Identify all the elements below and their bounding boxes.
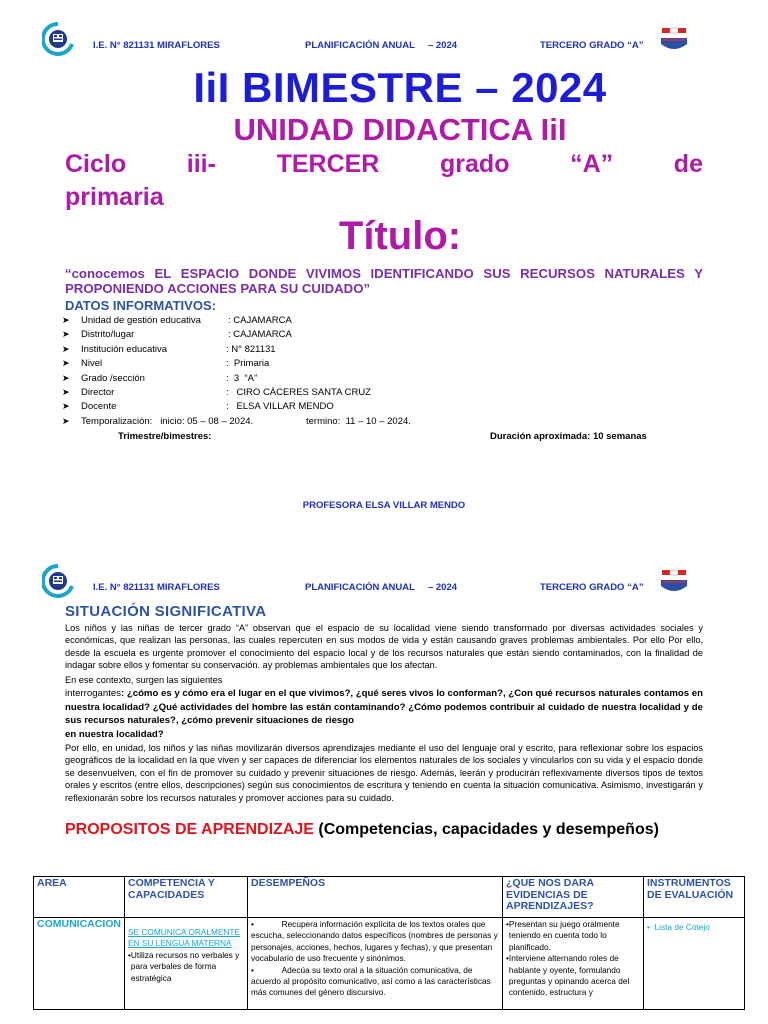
- arrow-bullet-icon: ➤: [62, 401, 70, 412]
- list-item: ➤ Institución educativa : N° 821131: [62, 343, 276, 355]
- col-header-competencia: COMPETENCIA Y CAPACIDADES: [125, 877, 248, 918]
- plan-title: PLANIFICACIÓN ANUAL – 2024: [305, 40, 458, 51]
- situacion-paragraph-4: en nuestra localidad?: [65, 729, 164, 740]
- bimestre-title: IiI BIMESTRE – 2024: [193, 64, 607, 111]
- situacion-heading: SITUACIÓN SIGNIFICATIVA: [65, 603, 267, 620]
- arrow-bullet-icon: ➤: [62, 358, 70, 369]
- bullet-icon: •: [251, 964, 282, 975]
- desempenos-cell: [248, 918, 503, 1010]
- flag-emblem-icon: [658, 566, 690, 598]
- table-header-row: [34, 877, 745, 918]
- bullet-icon: •: [506, 953, 509, 964]
- list-item: • Recupera información explícita de los textos orales que escucha, seleccionando datos específicos (nombres de personas y personajes, acciones, hechos, lugares y fechas), y que presentan vocabulario de uso frecuente y sinónimos.: [251, 919, 498, 964]
- datos-list: [62, 315, 662, 430]
- grade-label: TERCERO GRADO “A”: [540, 582, 644, 593]
- instrumentos-cell: [644, 918, 745, 1010]
- bullet-icon: •: [128, 949, 131, 960]
- arrow-bullet-icon: ➤: [62, 372, 70, 383]
- propositos-table: [33, 876, 745, 1010]
- bullet-icon: •: [506, 919, 509, 929]
- list-item: ➤ Docente : ELSA VILLAR MENDO: [62, 401, 334, 413]
- list-item: ➤ Distrito/lugar : CAJAMARCA: [62, 329, 292, 341]
- list-item: ➤ Nivel : Primaria: [62, 358, 270, 370]
- evidencias-cell: [503, 918, 644, 1010]
- grade-label: TERCERO GRADO “A”: [540, 40, 644, 51]
- situacion-paragraph-1: Los niños y las niñas de tercer grado “A” observan que el espacio de su localidad viene siendo transformado por diversas actividades sociales y económicas, que realizan las personas, las cuales repercuten en sus modos de vida y están causando graves problemas ambientales. Por ello Por ello, desde la escuela es urgente promover el conocimiento del espacio local y de los recursos naturales que están siendo contaminados, con la finalidad de indagar sobre ellos y fomentar su conservación. ay problemas ambientales que los afectan.: [65, 623, 703, 671]
- plan-title: PLANIFICACIÓN ANUAL – 2024: [305, 582, 458, 593]
- list-item: • Utiliza recursos no verbales y para verbales de forma estratégica: [128, 949, 240, 983]
- list-item: • Presentan su juego oralmente teniendo en cuenta todo lo planificado.: [506, 919, 620, 952]
- ciclo-line-1: Ciclo iii- TERCER grado “A” de: [65, 150, 703, 178]
- list-item: • Adecúa su texto oral a la situación comunicativa, de acuerdo al propósito comunicativo, así como a las características más comunes del género discursivo.: [251, 964, 491, 998]
- arrow-bullet-icon: ➤: [62, 343, 70, 354]
- arrow-bullet-icon: ➤: [62, 415, 70, 426]
- ciclo-line-2: primaria: [65, 183, 164, 211]
- propositos-title: PROPOSITOS DE APRENDIZAJE (Competencias, capacidades y desempeños): [65, 821, 659, 838]
- arrow-bullet-icon: ➤: [62, 386, 70, 397]
- school-logo: [42, 22, 74, 56]
- school-logo: [42, 564, 74, 598]
- area-cell: COMUNICACION: [34, 918, 125, 1010]
- titulo-label: Título:: [338, 214, 462, 258]
- titulo-text: “conocemos EL ESPACIO DONDE VIVIMOS IDENTIFICANDO SUS RECURSOS NATURALES Y PROPONIENDO ACCIONES PARA SU CUIDADO”: [65, 266, 703, 296]
- profesora-name: PROFESORA ELSA VILLAR MENDO: [302, 500, 466, 511]
- table-row: [34, 918, 745, 1010]
- situacion-paragraph-2: En ese contexto, surgen las siguientes: [65, 675, 223, 685]
- school-name: I.E. N° 821131 MIRAFLORES: [93, 40, 220, 51]
- flag-emblem-icon: [658, 24, 690, 56]
- list-item: ➤ Temporalización: inicio: 05 – 08 – 2024. termino: 11 – 10 – 2024.: [62, 415, 411, 427]
- list-item: ➤ Director : CIRO CÁCERES SANTA CRUZ: [62, 386, 371, 398]
- arrow-bullet-icon: ➤: [62, 329, 70, 340]
- list-item: ➤ Unidad de gestión educativa : CAJAMARCA: [62, 315, 292, 326]
- bullet-icon: •: [647, 922, 655, 932]
- datos-heading: DATOS INFORMATIVOS:: [65, 298, 216, 313]
- list-item: • Lista de Cotejo: [647, 922, 710, 932]
- list-item: • Interviene alternando roles de hablante y oyente, formulando preguntas y opinando acerca del contenido, estructura y: [506, 953, 630, 998]
- competencia-cell: [125, 918, 248, 1010]
- col-header-area: AREA: [34, 877, 125, 918]
- situacion-questions: interrogantes: ¿cómo es y cómo era el lugar en el que vivimos?, ¿qué seres vivos lo conforman?, ¿Con qué recursos naturales contamos en nuestra localidad? ¿Qué actividades del hombre las están contaminando? ¿Cómo podemos contribuir al cuidado de nuestra localidad y de sus recursos naturales?, ¿cómo prevenir situaciones de riesgo: [65, 688, 703, 727]
- bullet-icon: •: [251, 919, 282, 929]
- competencia-text: SE COMUNICA ORALMENTE EN SU LENGUA MATERNA: [128, 927, 241, 949]
- list-item: ➤ Grado /sección : 3 “A”: [62, 372, 258, 384]
- col-header-evidencias: ¿QUE NOS DARA EVIDENCIAS DE APRENDIZAJES?: [503, 877, 644, 918]
- col-header-desempenos: DESEMPEÑOS: [248, 877, 503, 918]
- trimestre-label: Trimestre/bimestres:: [118, 431, 212, 442]
- unidad-title: UNIDAD DIDACTICA IiI: [233, 112, 567, 147]
- situacion-paragraph-5: Por ello, en unidad, los niños y las niñas movilizarán diversos aprendizajes mediante el uso del lenguaje oral y escrito, para reflexionar sobre los espacios geográficos de la localidad en la que viven y ser capaces de diferenciar los elementos naturales de los sociales y vincularlos con su vida y el espacio donde se desenvuelven, con el fin de promover su cuidado y prevenir situaciones de riesgo. Además, leerán y producirán reflexivamente diversos tipos de textos orales y escritos (entre ellos, descripciones) según sus conocimientos de escritura y teniendo en cuenta la situación comunicativa. Asimismo, investigarán y reflexionarán sobre los recursos naturales y promover acciones para su cuidado.: [65, 743, 703, 803]
- school-name: I.E. N° 821131 MIRAFLORES: [93, 582, 220, 593]
- arrow-bullet-icon: ➤: [62, 315, 70, 325]
- duracion-label: Duración aproximada: 10 semanas: [490, 431, 647, 442]
- col-header-instrumentos: INSTRUMENTOS DE EVALUACIÓN: [644, 877, 745, 918]
